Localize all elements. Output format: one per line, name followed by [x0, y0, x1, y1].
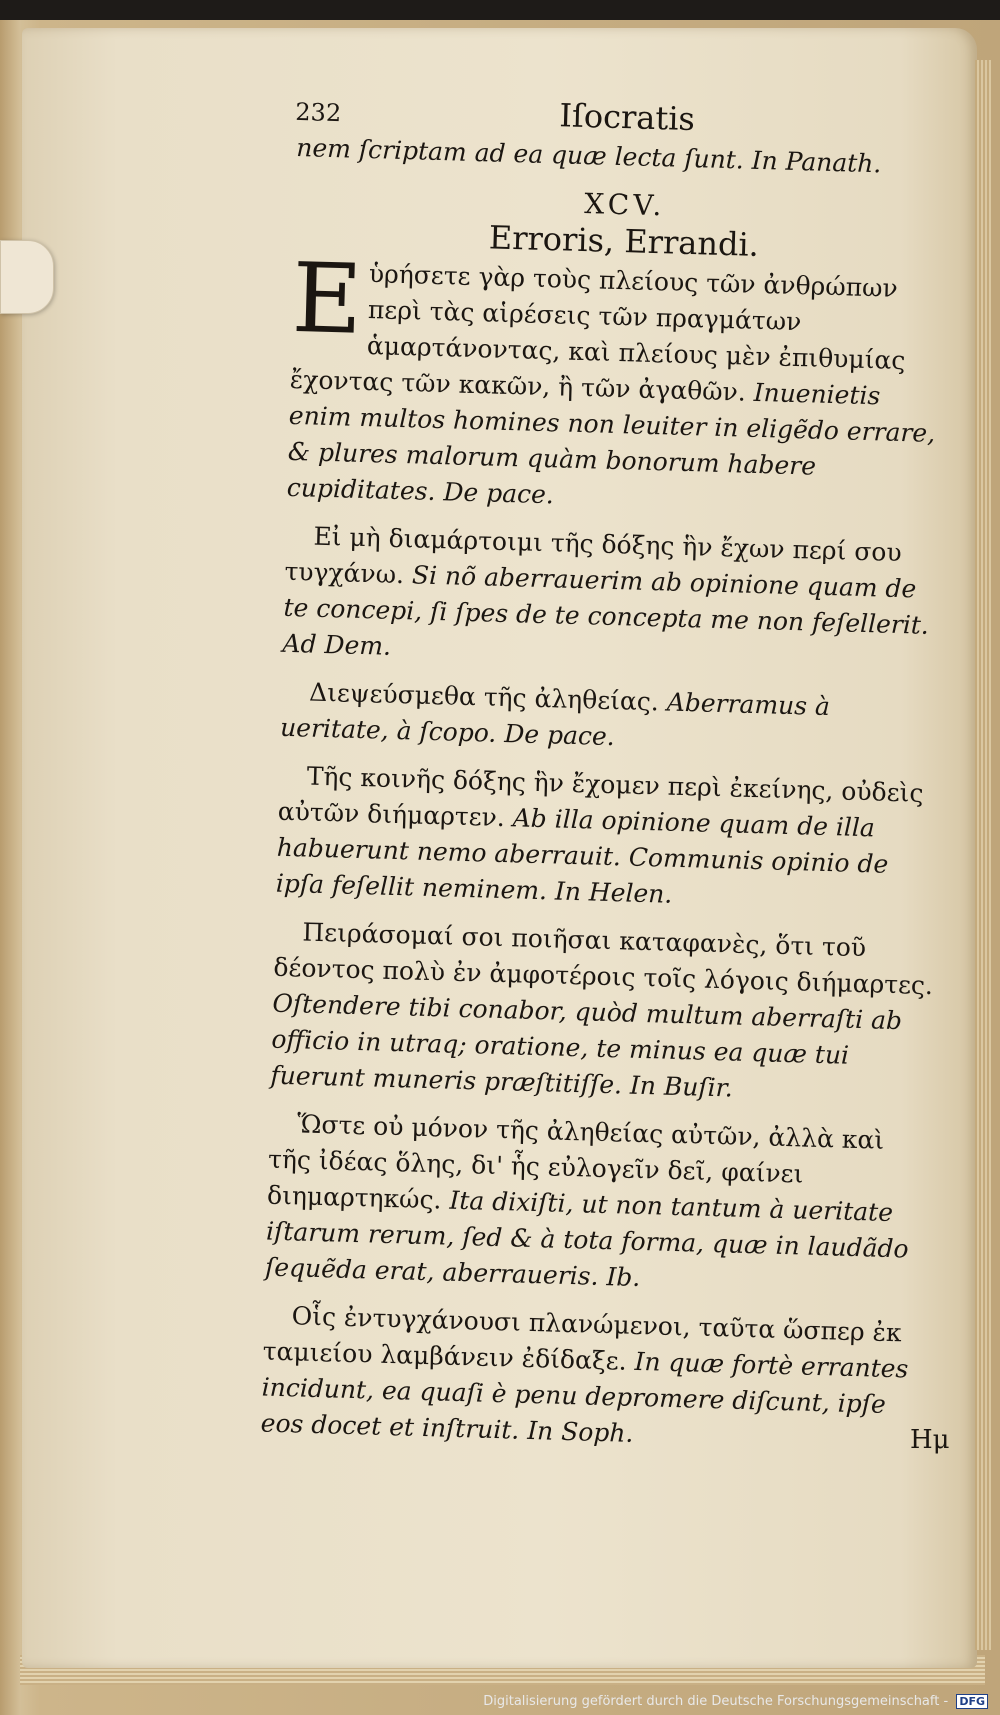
- entry-paragraph: [280, 674, 942, 764]
- page-number: 232: [294, 97, 342, 128]
- entry-paragraph: [260, 1298, 924, 1460]
- greek-quote: ὑρήσετε γὰρ τοὺς πλείους τῶν ἀνθρώπων περὶ τὰς αἱρέσεις τῶν πραγμάτων ἁμαρτάνοντας, καὶ πλείους μὲν ἐπιθυμίας ἔχοντας τῶν κακῶν, ἢ τῶν ἀγαθῶν.: [289, 259, 906, 407]
- digitization-credit: [483, 1694, 988, 1709]
- page-text: [260, 90, 958, 1472]
- latin-translation: Inuenietis enim multos homines non leuiter in eligẽdo errare, & plures malorum quàm bonorum habere cupiditates. De pace.: [286, 377, 936, 510]
- latin-translation: Si nõ aberrauerim ab opinione quam de te concepi, ſi ſpes de te concepta me non feſellerit. Ad Dem.: [282, 560, 930, 661]
- latin-translation: Ab illa opinione quam de illa habuerunt nemo aberrauit. Communis opinio de ipſa feſellit neminem. In Helen.: [275, 803, 889, 909]
- section-numeral: XCV.: [583, 187, 666, 223]
- latin-translation: Ita dixiſti, ut non tantum à ueritate iſtarum rerum, ſed & à tota forma, quæ in laudãdo ſequẽda erat, aberraueris. Ib.: [264, 1185, 909, 1293]
- latin-translation: Oſtendere tibi conabor, quòd multum aberraſti ab officio in utraq; oratione, te minus ea quæ tui fuerunt muneris præſtitiſſe. In Buſir.: [270, 988, 903, 1103]
- drop-cap: E: [290, 241, 364, 356]
- entry-paragraph: [265, 1106, 930, 1304]
- catchword: Ημ: [910, 1425, 950, 1455]
- greek-quote: Διεψεύσμεθα τῆς ἀληθείας.: [308, 677, 660, 717]
- greek-quote: Τῆς κοινῆς δόξης ἣν ἔχομεν περὶ ἐκείνης, οὐδεὶς αὐτῶν διήμαρτεν.: [277, 761, 924, 833]
- entry-paragraph: [270, 914, 935, 1112]
- greek-quote: Πειράσομαί σοι ποιῆσαι καταφανὲς, ὅτι τοῦ δέοντος πολὺ ἐν ἀμφοτέροις τοῖς λόγοις διήμαρτες.: [273, 917, 934, 1001]
- entry-paragraph: [282, 518, 946, 680]
- greek-quote: Οἷς ἐντυγχάνουσι πλανώμενοι, ταῦτα ὥσπερ ἐκ ταμιείου λαμβάνειν ἐδίδαξε.: [262, 1301, 903, 1376]
- bookmark-tab: [0, 240, 54, 314]
- latin-translation: In quæ fortè errantes incidunt, ea quaſi è penu depromere diſcunt, ipſe eos docet et inſtruit. In Soph.: [260, 1346, 909, 1448]
- greek-quote: Εἰ μὴ διαμάρτοιμι τῆς δόξης ἣν ἔχων περί σου τυγχάνω.: [284, 521, 903, 590]
- running-title: Iſocratis: [558, 96, 696, 139]
- latin-translation: Aberramus à ueritate, à ſcopo. De pace.: [279, 687, 831, 752]
- credit-text: Digitalisierung gefördert durch die Deutsche Forschungsgemeinschaft -: [483, 1694, 949, 1709]
- page-stack-right-edge: [975, 60, 991, 1650]
- greek-quote: Ὥστε οὐ μόνον τῆς ἀληθείας αὐτῶν, ἀλλὰ καὶ τῆς ἰδέας ὅλης, δι' ἧς εὐλογεῖν δεῖ, φαίνει διημαρτηκώς.: [266, 1109, 885, 1215]
- entry-paragraph: [275, 758, 939, 920]
- section-title: Erroris, Errandi.: [488, 218, 760, 264]
- continuation-line: nem ſcriptam ad ea quæ lecta ſunt. In Panath.: [295, 132, 882, 179]
- dfg-logo-icon: DFG: [956, 1694, 988, 1709]
